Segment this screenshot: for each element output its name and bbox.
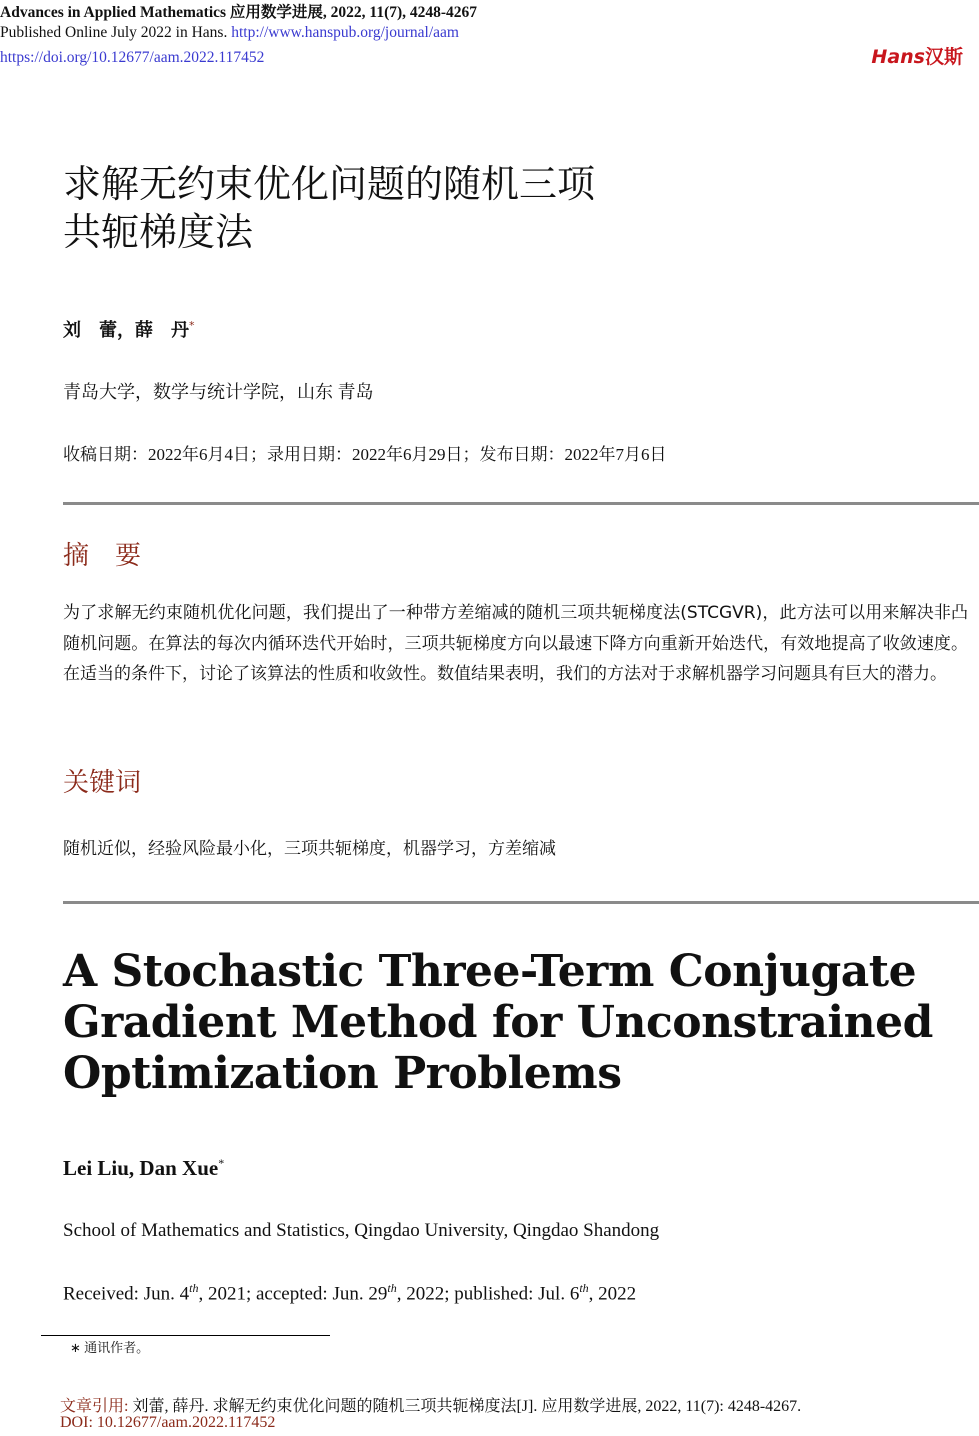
logo-cn: 汉斯 xyxy=(924,46,963,68)
en-authors xyxy=(63,1156,224,1181)
accepted-date: , 2021; accepted: Jun. 29 xyxy=(198,1283,388,1305)
cn-keywords: 随机近似，经验风险最小化，三项共轭梯度，机器学习，方差缩减 xyxy=(63,839,556,859)
ordinal: th xyxy=(189,1281,199,1295)
cn-abstract: 为了求解无约束随机优化问题，我们提出了一种带方差缩减的随机三项共轭梯度法(STCGVR)，此方法可以用来解决非凸随机问题。在算法的每次内循环迭代开始时，三项共轭梯度方向以最速下降方向重新开始迭代，有效地提高了收敛速度。在适当的条件下，讨论了该算法的性质和收敛性。数值结果表明，我们的方法对于求解机器学习问题具有巨大的潜力。 xyxy=(63,603,968,684)
en-dates xyxy=(63,1281,636,1305)
citation xyxy=(60,1393,801,1416)
en-authors-text: Lei Liu, Dan Xue xyxy=(63,1156,219,1180)
abstract-heading: 摘 要 xyxy=(63,541,142,571)
logo-latin: Hans xyxy=(871,46,925,68)
cn-title xyxy=(63,160,595,256)
received-date: Received: Jun. 4 xyxy=(63,1283,190,1305)
author-mark: * xyxy=(189,319,195,332)
cn-authors-text: 刘 蕾，薛 丹 xyxy=(63,320,189,341)
footnote xyxy=(70,1337,149,1356)
hans-logo xyxy=(871,42,963,69)
cn-dates: 收稿日期：2022年6月4日；录用日期：2022年6月29日；发布日期：2022年7月6日 xyxy=(63,445,667,464)
keywords-heading: 关键词 xyxy=(63,768,142,798)
published-year: , 2022 xyxy=(588,1283,637,1305)
ordinal: th xyxy=(387,1281,397,1295)
published-text: Published Online July 2022 in Hans. xyxy=(0,24,228,41)
published-line xyxy=(0,24,459,42)
citation-text: 刘蕾, 薛丹. 求解无约束优化问题的随机三项共轭梯度法[J]. 应用数学进展, 2022, 11(7): 4248-4267. xyxy=(132,1398,802,1415)
cn-affiliation: 青岛大学，数学与统计学院，山东 青岛 xyxy=(63,382,374,402)
cn-authors xyxy=(63,316,195,342)
author-mark: * xyxy=(218,1156,225,1170)
en-title-line: Gradient Method for Unconstrained xyxy=(63,997,933,1048)
published-date: , 2022; published: Jul. 6 xyxy=(396,1283,580,1305)
en-affiliation: School of Mathematics and Statistics, Qingdao University, Qingdao Shandong xyxy=(63,1220,660,1241)
ordinal: th xyxy=(579,1281,589,1295)
citation-label: 文章引用: xyxy=(60,1398,129,1415)
en-title-line: Optimization Problems xyxy=(63,1048,622,1099)
cn-title-line: 共轭梯度法 xyxy=(63,210,254,254)
cn-title-line: 求解无约束优化问题的随机三项 xyxy=(63,162,596,206)
divider xyxy=(63,502,979,505)
journal-line: Advances in Applied Mathematics 应用数学进展, 2022, 11(7), 4248-4267 xyxy=(0,4,478,21)
doi-link[interactable]: https://doi.org/10.12677/aam.2022.117452 xyxy=(0,49,265,66)
divider xyxy=(63,901,979,904)
footnote-rule xyxy=(41,1335,330,1336)
en-title-line: A Stochastic Three-Term Conjugate xyxy=(63,946,917,997)
footnote-mark: ∗ xyxy=(70,1340,81,1355)
citation-doi[interactable]: DOI: 10.12677/aam.2022.117452 xyxy=(60,1414,276,1431)
journal-link[interactable]: http://www.hanspub.org/journal/aam xyxy=(231,24,459,41)
en-title xyxy=(63,946,933,1099)
footnote-text: 通讯作者。 xyxy=(84,1340,150,1355)
